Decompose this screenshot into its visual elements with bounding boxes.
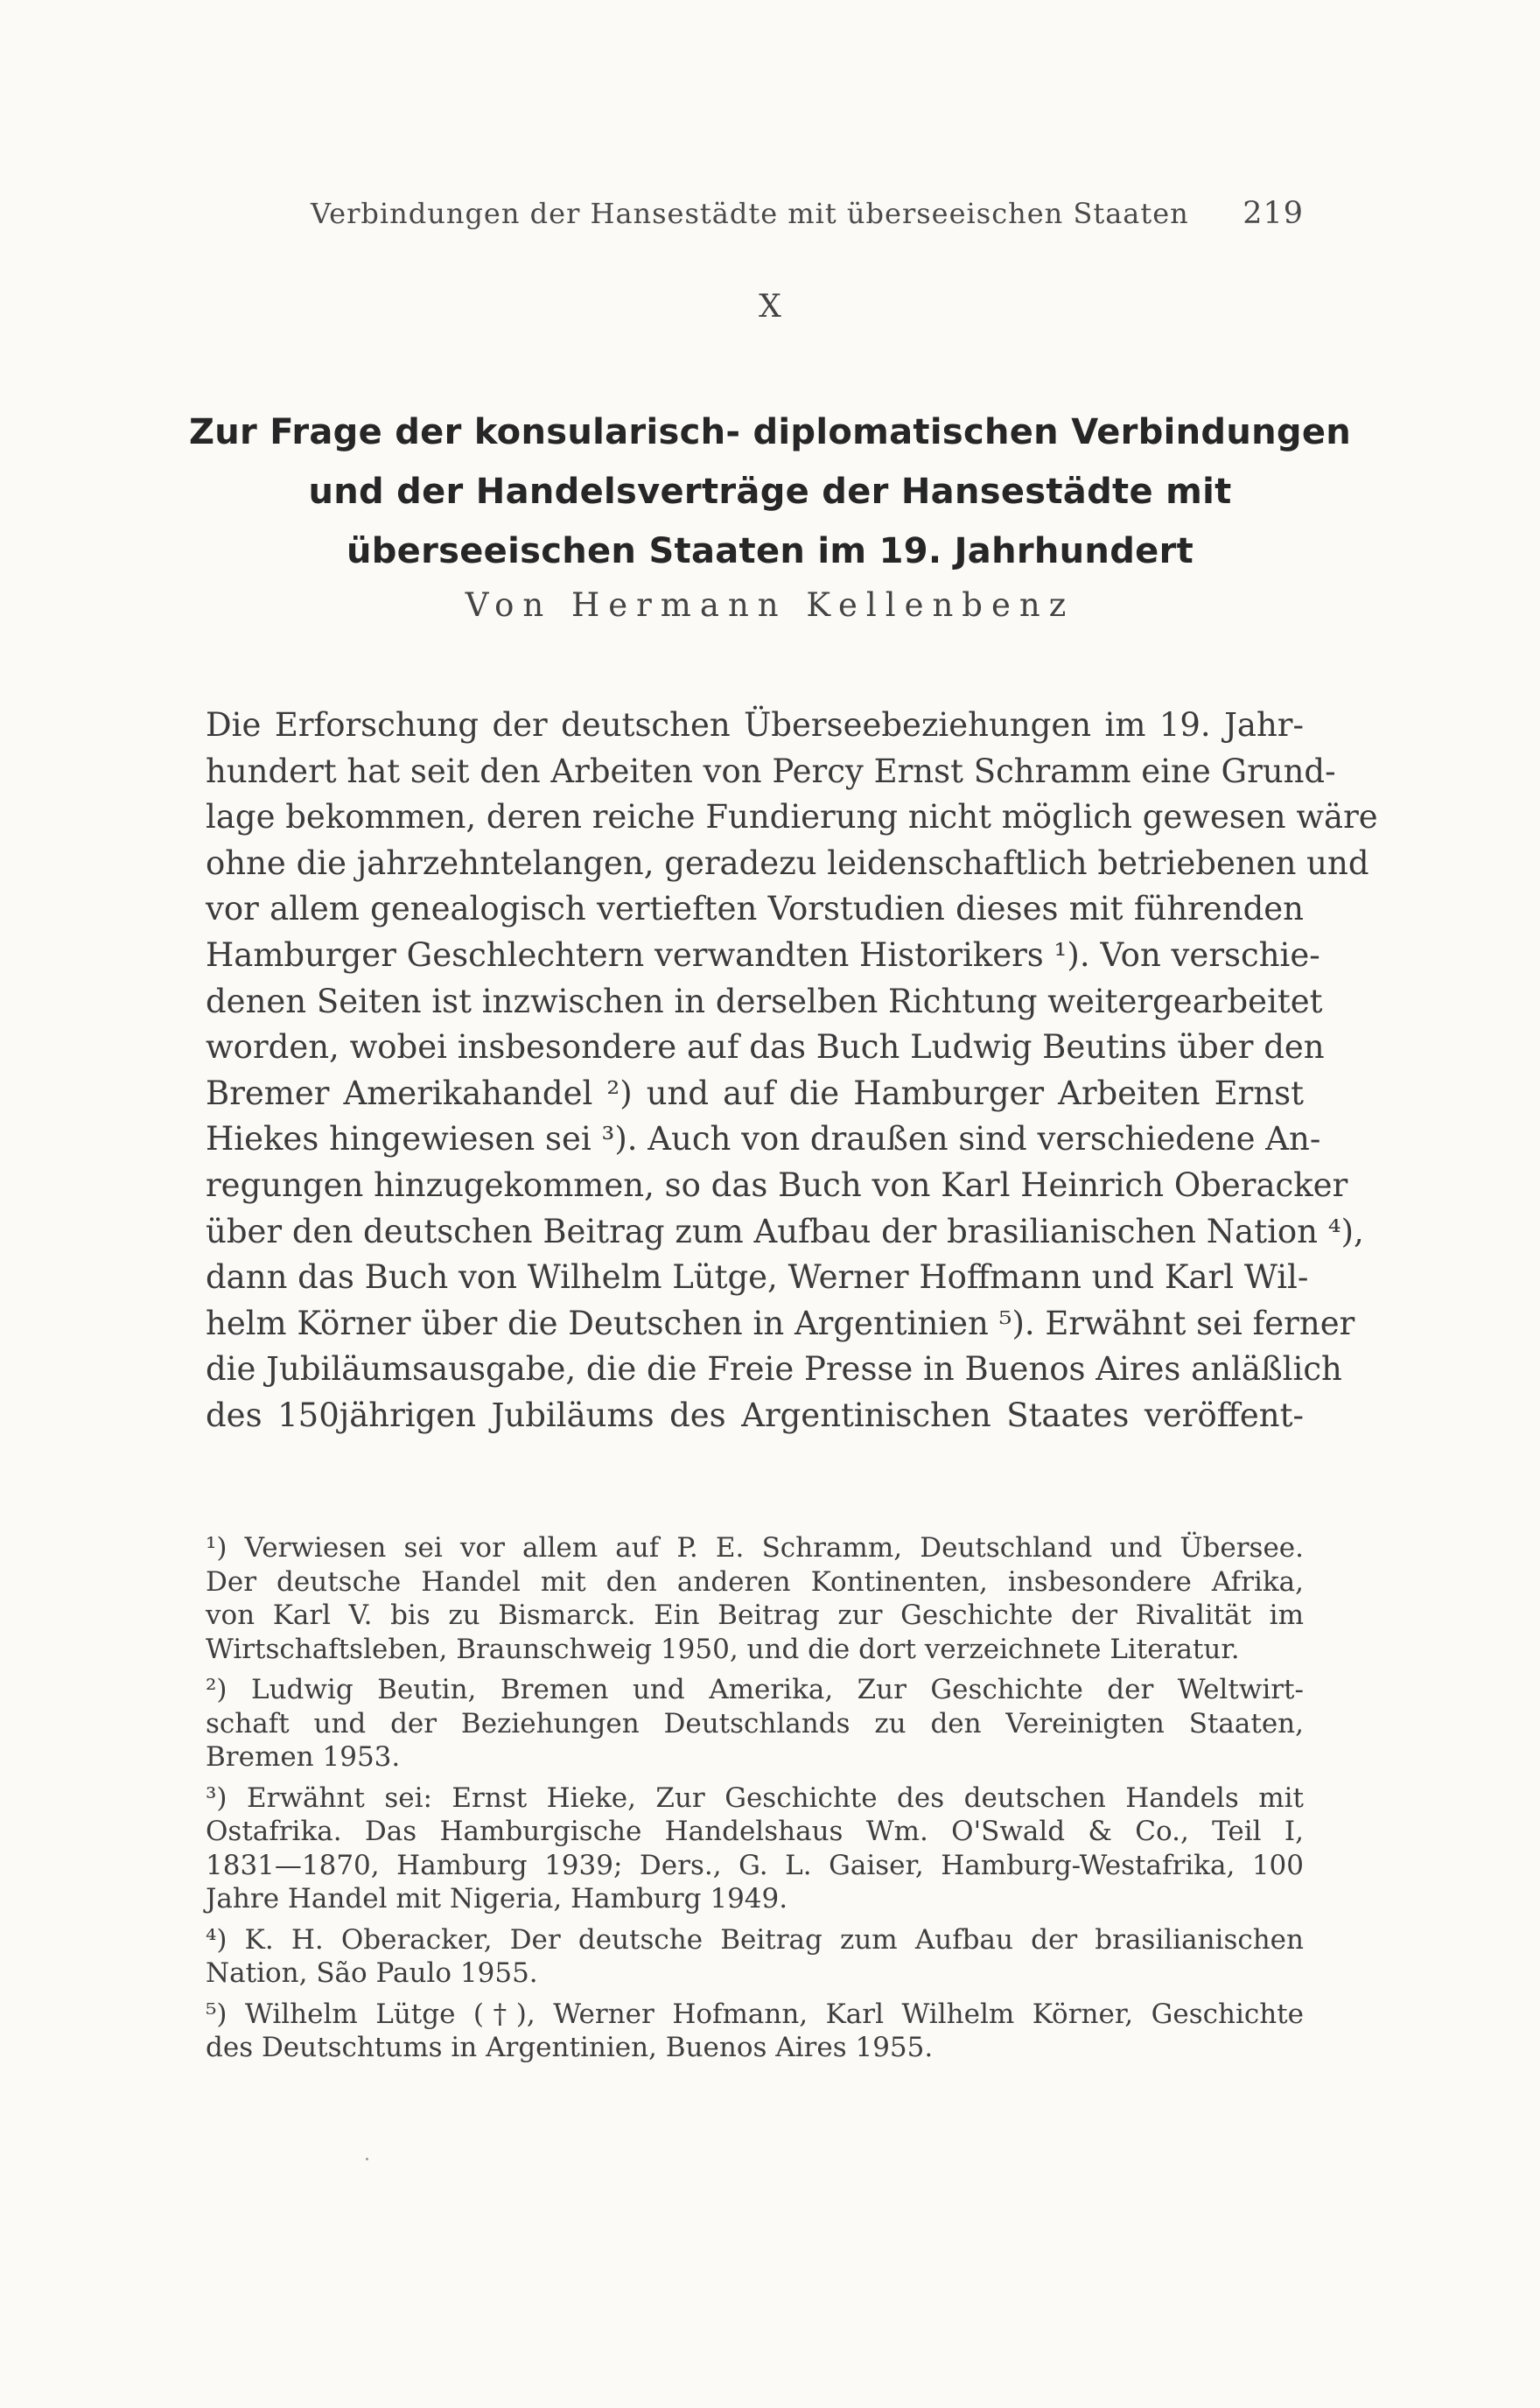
title-line: und der Handelsverträge der Hansestädte mit (308, 472, 1232, 512)
title-line: überseeischen Staaten im 19. Jahrhundert (346, 531, 1194, 571)
body-line: des 150jährigen Jubiläums des Argentinischen Staates veröffent- (206, 1396, 1304, 1434)
running-head-title: Verbindungen der Hansestädte mit überseeischen Staaten (311, 197, 1189, 230)
body-line: ohne die jahrzehntelangen, geradezu leidenschaftlich betriebenen und (206, 844, 1369, 882)
footnote-line: ²) Ludwig Beutin, Bremen und Amerika, Zur Geschichte der Weltwirt- (206, 1674, 1304, 1705)
body-line: Die Erforschung der deutschen Überseebeziehungen im 19. Jahr- (206, 706, 1304, 744)
page-number: 219 (1242, 196, 1304, 231)
footnote-line: Wirtschaftsleben, Braunschweig 1950, und die dort verzeichnete Literatur. (206, 1633, 1240, 1665)
body-line: helm Körner über die Deutschen in Argentinien ⁵). Erwähnt sei ferner (206, 1304, 1355, 1342)
footnote-5 (206, 1998, 1304, 2065)
footnote-line: ³) Erwähnt sei: Ernst Hieke, Zur Geschichte des deutschen Handels mit (206, 1782, 1304, 1814)
footnote-line: Jahre Handel mit Nigeria, Hamburg 1949. (206, 1883, 788, 1914)
article-title (175, 402, 1365, 581)
title-line: Zur Frage der konsularisch- diplomatischen Verbindungen (188, 412, 1352, 452)
footnote-line: schaft und der Beziehungen Deutschlands zu den Vereinigten Staaten, (206, 1707, 1304, 1740)
footnote-line: Der deutsche Handel mit den anderen Kontinenten, insbesondere Afrika, (206, 1565, 1304, 1598)
footnote-line: Nation, São Paulo 1955. (206, 1957, 538, 1989)
footnote-line: von Karl V. bis zu Bismarck. Ein Beitrag zur Geschichte der Rivalität im (206, 1600, 1304, 1631)
body-line: hundert hat seit den Arbeiten von Percy Ernst Schramm eine Grund- (206, 752, 1336, 790)
footnote-2 (206, 1673, 1304, 1774)
footnote-line: 1831—1870, Hamburg 1939; Ders., G. L. Gaiser, Hamburg-Westafrika, 100 (206, 1849, 1304, 1881)
footnote-line: Bremen 1953. (206, 1741, 401, 1773)
footnote-4 (206, 1923, 1304, 1991)
body-line: vor allem genealogisch vertieften Vorstudien dieses mit führenden (206, 890, 1304, 928)
author-byline: Von Hermann Kellenbenz (465, 586, 1075, 624)
body-line: über den deutschen Beitrag zum Aufbau der brasilianischen Nation ⁴), (206, 1212, 1364, 1250)
body-line: lage bekommen, deren reiche Fundierung nicht möglich gewesen wäre (206, 798, 1378, 836)
running-head (311, 196, 1304, 245)
footnotes (206, 1531, 1304, 2072)
body-line: Hiekes hingewiesen sei ³). Auch von draußen sind verschiedene An- (206, 1120, 1321, 1158)
body-line: regungen hinzugekommen, so das Buch von Karl Heinrich Oberacker (206, 1166, 1348, 1204)
footnote-line: ¹) Verwiesen sei vor allem auf P. E. Schramm, Deutschland und Übersee. (206, 1532, 1304, 1564)
footnote-line: des Deutschtums in Argentinien, Buenos Aires 1955. (206, 2032, 934, 2063)
footnote-line: ⁵) Wilhelm Lütge (†), Werner Hofmann, Karl Wilhelm Körner, Geschichte (206, 1998, 1304, 2030)
body-line: worden, wobei insbesondere auf das Buch Ludwig Beutins über den (206, 1028, 1325, 1067)
footnote-line: Ostafrika. Das Hamburgische Handelshaus Wm. O'Swald & Co., Teil I, (206, 1816, 1304, 1847)
body-line: Bremer Amerikahandel ²) und auf die Hamburger Arbeiten Ernst (206, 1074, 1304, 1112)
footnote-line: ⁴) K. H. Oberacker, Der deutsche Beitrag zum Aufbau der brasilianischen (206, 1923, 1304, 1956)
body-line: denen Seiten ist inzwischen in derselben Richtung weitergearbeitet (206, 982, 1323, 1020)
body-line: Hamburger Geschlechtern verwandten Historikers ¹). Von verschie- (206, 935, 1320, 974)
footnote-3 (206, 1782, 1304, 1916)
scan-speck (366, 2158, 368, 2160)
body-line: dann das Buch von Wilhelm Lütge, Werner Hoffmann und Karl Wil- (206, 1258, 1309, 1297)
footnote-1 (206, 1531, 1304, 1666)
body-line: die Jubiläumsausgabe, die die Freie Presse in Buenos Aires anläßlich (206, 1350, 1342, 1389)
section-numeral: X (759, 289, 781, 325)
body-paragraph (206, 703, 1378, 1439)
